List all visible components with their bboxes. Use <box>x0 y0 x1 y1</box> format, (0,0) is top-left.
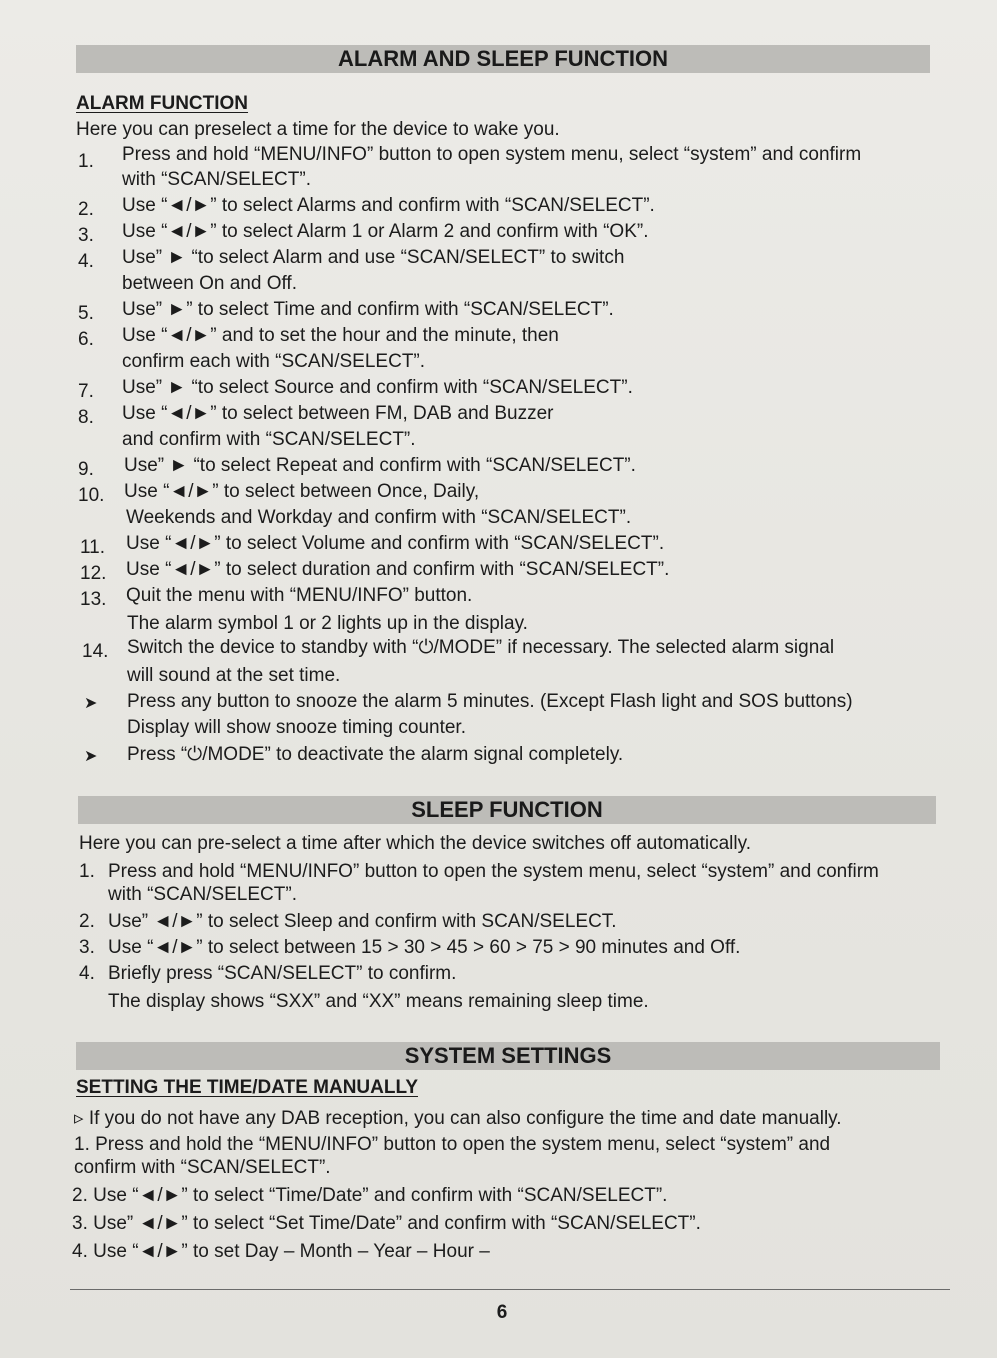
deactivate-note: Press “⏻/MODE” to deactivate the alarm signal completely. <box>127 744 624 765</box>
alarm-step-text: will sound at the set time. <box>127 665 341 686</box>
snooze-note: Display will show snooze timing counter. <box>127 717 466 738</box>
system-step-text: 4. Use “◄/►” to set Day – Month – Year – Hour – <box>72 1241 490 1262</box>
time-date-note: ▹ If you do not have any DAB reception, you can also configure the time and date manually. <box>74 1108 842 1129</box>
sleep-section-header <box>78 796 936 824</box>
sleep-step-text: Use” ◄/►” to select Sleep and confirm with SCAN/SELECT. <box>108 911 617 932</box>
sleep-step-text: The display shows “SXX” and “XX” means remaining sleep time. <box>108 991 649 1012</box>
sleep-section-title: SLEEP FUNCTION <box>411 797 603 822</box>
footer-divider <box>70 1289 950 1290</box>
alarm-step-number: 5. <box>78 303 94 324</box>
system-step-text: 1. Press and hold the “MENU/INFO” button to open the system menu, select “system” and <box>74 1134 831 1155</box>
alarm-step-text: Use” ► “to select Source and confirm with “SCAN/SELECT”. <box>122 377 633 398</box>
alarm-step-text: Use “◄/►” to select Volume and confirm with “SCAN/SELECT”. <box>126 533 665 554</box>
alarm-step-text: Use” ► “to select Repeat and confirm with “SCAN/SELECT”. <box>124 455 636 476</box>
alarm-step-text: Use “◄/►” and to set the hour and the minute, then <box>122 325 559 346</box>
alarm-step-text: with “SCAN/SELECT”. <box>122 169 311 190</box>
alarm-section-header <box>76 45 930 73</box>
sleep-step-text: Press and hold “MENU/INFO” button to open the system menu, select “system” and confirm <box>108 861 879 882</box>
time-date-subheading: SETTING THE TIME/DATE MANUALLY <box>76 1077 418 1098</box>
alarm-step-number: 14. <box>82 641 109 662</box>
alarm-step-number: 2. <box>78 199 94 220</box>
alarm-intro: Here you can preselect a time for the device to wake you. <box>76 119 560 140</box>
alarm-step-number: 9. <box>78 459 94 480</box>
alarm-step-number: 7. <box>78 381 94 402</box>
alarm-function-subheading: ALARM FUNCTION <box>76 93 249 114</box>
alarm-step-text: Use” ► “to select Alarm and use “SCAN/SELECT” to switch <box>122 247 625 268</box>
alarm-step-text: Weekends and Workday and confirm with “SCAN/SELECT”. <box>126 507 632 528</box>
alarm-step-text: Use “◄/►” to select between FM, DAB and Buzzer <box>122 403 554 424</box>
alarm-step-text: Use “◄/►” to select Alarm 1 or Alarm 2 and confirm with “OK”. <box>122 221 649 242</box>
alarm-step-text: and confirm with “SCAN/SELECT”. <box>122 429 416 450</box>
sleep-step-number: 2. <box>79 911 95 932</box>
system-step-text: 3. Use” ◄/►” to select “Set Time/Date” and confirm with “SCAN/SELECT”. <box>72 1213 701 1234</box>
alarm-step-text: Use “◄/►” to select duration and confirm with “SCAN/SELECT”. <box>126 559 670 580</box>
alarm-step-number: 4. <box>78 251 94 272</box>
alarm-step-text: Switch the device to standby with “⏻/MODE” if necessary. The selected alarm signal <box>127 637 835 658</box>
sleep-step-number: 4. <box>79 963 95 984</box>
alarm-step-number: 6. <box>78 329 94 350</box>
alarm-step-number: 3. <box>78 225 94 246</box>
note-bullet-icon: ➤ <box>84 695 98 712</box>
sleep-step-number: 1. <box>79 861 95 882</box>
sleep-step-text: Briefly press “SCAN/SELECT” to confirm. <box>108 963 457 984</box>
alarm-step-number: 10. <box>78 485 105 506</box>
alarm-step-text: Press and hold “MENU/INFO” button to open system menu, select “system” and confirm <box>122 144 862 165</box>
snooze-note: Press any button to snooze the alarm 5 minutes. (Except Flash light and SOS buttons) <box>127 691 853 712</box>
alarm-step-text: The alarm symbol 1 or 2 lights up in the display. <box>127 613 528 634</box>
system-step-text: 2. Use “◄/►” to select “Time/Date” and confirm with “SCAN/SELECT”. <box>72 1185 668 1206</box>
sleep-step-text: Use “◄/►” to select between 15 > 30 > 45 > 60 > 75 > 90 minutes and Off. <box>108 937 741 958</box>
note-bullet-icon: ➤ <box>84 748 98 765</box>
alarm-step-number: 11. <box>80 537 106 558</box>
system-section-header <box>76 1042 940 1070</box>
alarm-step-number: 13. <box>80 589 107 610</box>
sleep-intro: Here you can pre-select a time after which the device switches off automatically. <box>79 833 751 854</box>
alarm-step-text: between On and Off. <box>122 273 297 294</box>
page-number: 6 <box>496 1302 508 1323</box>
alarm-step-number: 12. <box>80 563 107 584</box>
alarm-section-title: ALARM AND SLEEP FUNCTION <box>338 46 668 71</box>
alarm-step-number: 8. <box>78 407 94 428</box>
sleep-step-number: 3. <box>79 937 95 958</box>
system-step-text: confirm with “SCAN/SELECT”. <box>74 1157 331 1178</box>
sleep-step-text: with “SCAN/SELECT”. <box>108 884 297 905</box>
alarm-step-text: Quit the menu with “MENU/INFO” button. <box>126 585 473 606</box>
system-section-title: SYSTEM SETTINGS <box>404 1043 612 1068</box>
alarm-step-text: confirm each with “SCAN/SELECT”. <box>122 351 426 372</box>
alarm-step-text: Use” ►” to select Time and confirm with “SCAN/SELECT”. <box>122 299 614 320</box>
alarm-step-text: Use “◄/►” to select Alarms and confirm with “SCAN/SELECT”. <box>122 195 655 216</box>
alarm-step-text: Use “◄/►” to select between Once, Daily, <box>124 481 480 502</box>
alarm-step-number: 1. <box>78 151 94 172</box>
